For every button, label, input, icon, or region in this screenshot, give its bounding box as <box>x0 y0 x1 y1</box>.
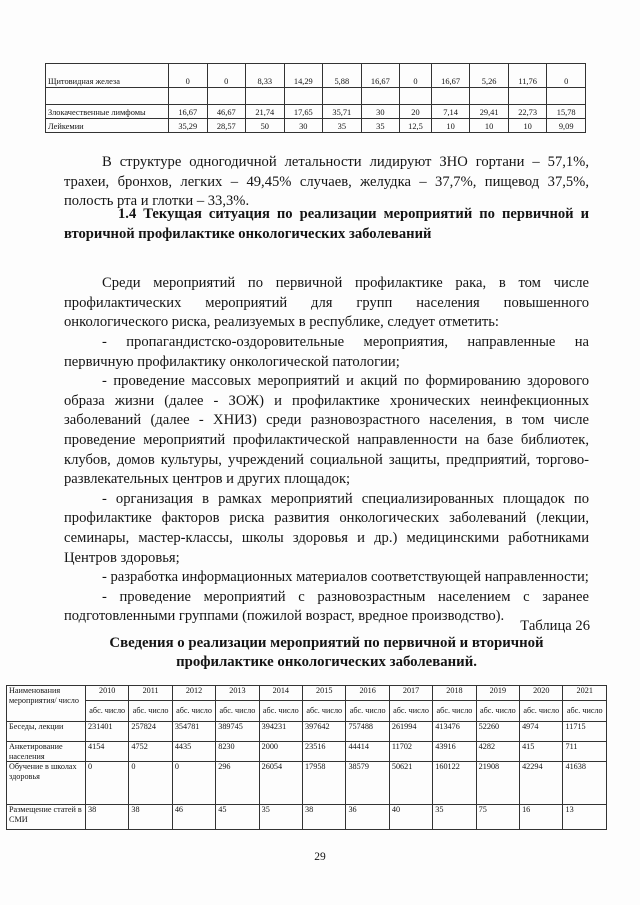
top-table-row <box>46 88 586 105</box>
bullet-item: - пропагандистско-оздоровительные мероприятия, направленные на первичную профилактику онкологической патологии; <box>64 334 589 370</box>
table-cell: 389745 <box>216 722 259 742</box>
table-cell: 257824 <box>129 722 172 742</box>
table-cell: 231401 <box>86 722 129 742</box>
table-cell: 296 <box>216 762 259 805</box>
top-table-row-label: Лейкемии <box>46 119 169 133</box>
top-table-cell: 0 <box>547 64 586 88</box>
table-cell: 354781 <box>172 722 215 742</box>
table-cell: 13 <box>563 805 607 830</box>
top-table-cell: 16,67 <box>361 64 400 88</box>
unit-header-cell: абс. число <box>563 701 607 722</box>
table-cell: 43916 <box>433 742 476 762</box>
table-cell: 397642 <box>303 722 346 742</box>
top-table-cell <box>246 88 285 105</box>
top-table-cell: 10 <box>470 119 509 133</box>
top-table-cell: 46,67 <box>207 105 246 119</box>
top-table-cell: 21,74 <box>246 105 285 119</box>
table-row-label: Размещение статей в СМИ <box>7 805 86 830</box>
paragraph-lethality: В структуре одногодичной летальности лидируют ЗНО гортани – 57,1%, трахеи, бронхов, легких – 49,45% случаев, желудка – 37,7%, пищевод 37,5%, полость рта и глотки – 33,3%. <box>64 154 589 210</box>
table-cell: 38 <box>129 805 172 830</box>
table-cell: 394231 <box>259 722 302 742</box>
top-table-cell <box>207 88 246 105</box>
unit-header-cell: абс. число <box>86 701 129 722</box>
top-table-cell: 22,73 <box>508 105 547 119</box>
table-cell: 8230 <box>216 742 259 762</box>
table-number: Таблица 26 <box>520 618 590 634</box>
table-cell: 52260 <box>476 722 519 742</box>
bullet-item: - организация в рамках мероприятий специализированных площадок по профилактике факторов риска развития онкологических заболеваний (лекции, семинары, мастер-классы, школы здоровья и др.) медицинскими работниками Центров здоровья; <box>64 490 589 566</box>
top-table-row <box>46 119 586 133</box>
table-cell: 21908 <box>476 762 519 805</box>
table-cell: 44414 <box>346 742 389 762</box>
table-cell: 4974 <box>520 722 563 742</box>
top-table-cell: 10 <box>508 119 547 133</box>
page-number: 29 <box>314 851 326 863</box>
prevention-measures-table <box>6 685 607 830</box>
top-table-cell: 5,26 <box>470 64 509 88</box>
top-table-cell: 50 <box>246 119 285 133</box>
year-header-cell: 2015 <box>303 686 346 701</box>
top-table-row-label: Щитовидная железа <box>46 64 169 88</box>
table-row <box>7 722 607 742</box>
top-table-cell: 30 <box>284 119 323 133</box>
top-table-cell <box>508 88 547 105</box>
top-table-cell <box>547 88 586 105</box>
year-header-cell: 2012 <box>172 686 215 701</box>
unit-header-cell: абс. число <box>520 701 563 722</box>
table-cell: 42294 <box>520 762 563 805</box>
top-table-cell <box>431 88 470 105</box>
top-table-cell: 35,71 <box>323 105 362 119</box>
top-table-cell: 35 <box>323 119 362 133</box>
top-table-cell: 16,67 <box>169 105 208 119</box>
table-cell: 711 <box>563 742 607 762</box>
top-table-cell: 7,14 <box>431 105 470 119</box>
top-table-cell: 0 <box>207 64 246 88</box>
table-cell: 45 <box>216 805 259 830</box>
table-cell: 413476 <box>433 722 476 742</box>
table-cell: 4154 <box>86 742 129 762</box>
top-table-cell: 17,65 <box>284 105 323 119</box>
unit-header-cell: абс. число <box>476 701 519 722</box>
bullet-item: - проведение массовых мероприятий и акций по формированию здорового образа жизни (далее - ЗОЖ) и профилактике хронических неинфекционных заболеваний (далее - ХНИЗ) среди разновозрастного населения, в том числе проведение мероприятий профилактической направленности на базе библиотек, клубов, домов культуры, учреждений социальной защиты, предприятий, торгово-развлекательных центров и других площадок; <box>64 373 589 488</box>
table-row-label: Обучение в школах здоровья <box>7 762 86 805</box>
table-cell: 46 <box>172 805 215 830</box>
table-cell: 35 <box>433 805 476 830</box>
top-table-cell: 14,29 <box>284 64 323 88</box>
table-cell: 36 <box>346 805 389 830</box>
year-header-cell: 2018 <box>433 686 476 701</box>
section-heading: 1.4 Текущая ситуация по реализации мероприятий по первичной и вторичной профилактике онкологических заболеваний <box>64 206 589 242</box>
top-table-row-label <box>46 88 169 105</box>
table-cell: 11702 <box>389 742 432 762</box>
top-table-cell: 10 <box>431 119 470 133</box>
paragraph-intro: Среди мероприятий по первичной профилактике рака, в том числе профилактических мероприятий для групп населения повышенного онкологического риска, реализуемых в республике, следует отметить: <box>64 275 589 331</box>
top-table-cell <box>323 88 362 105</box>
table-row <box>7 805 607 830</box>
top-table-cell: 11,76 <box>508 64 547 88</box>
table-cell: 17958 <box>303 762 346 805</box>
bullet-item: - проведение мероприятий с разновозрастным населением с заранее подготовленными группами (пожилой возраст, вредное производство). <box>64 588 589 625</box>
table-cell: 23516 <box>303 742 346 762</box>
table-cell: 11715 <box>563 722 607 742</box>
top-table-row-label: Злокачественные лимфомы <box>46 105 169 119</box>
top-table-cell: 35,29 <box>169 119 208 133</box>
table-cell: 38 <box>303 805 346 830</box>
table-cell: 4752 <box>129 742 172 762</box>
table-cell: 26054 <box>259 762 302 805</box>
table-row <box>7 742 607 762</box>
top-table-cell: 30 <box>361 105 400 119</box>
unit-header-cell: абс. число <box>259 701 302 722</box>
top-table-cell <box>169 88 208 105</box>
table-cell: 0 <box>172 762 215 805</box>
unit-header-cell: абс. число <box>216 701 259 722</box>
top-table-row <box>46 105 586 119</box>
table-cell: 16 <box>520 805 563 830</box>
year-header-cell: 2021 <box>563 686 607 701</box>
year-header-cell: 2016 <box>346 686 389 701</box>
year-header-cell: 2010 <box>86 686 129 701</box>
table-cell: 0 <box>86 762 129 805</box>
top-table-cell <box>470 88 509 105</box>
top-table-cell: 35 <box>361 119 400 133</box>
top-data-table <box>45 63 586 133</box>
top-table-cell <box>400 88 432 105</box>
table-cell: 40 <box>389 805 432 830</box>
year-header-cell: 2017 <box>389 686 432 701</box>
top-table-cell: 0 <box>400 64 432 88</box>
table-cell: 38579 <box>346 762 389 805</box>
table-cell: 0 <box>129 762 172 805</box>
table-title: Сведения о реализации мероприятий по первичной и вторичной профилактике онкологических заболеваний. <box>109 635 544 670</box>
unit-header-cell: абс. число <box>172 701 215 722</box>
top-table-cell: 9,09 <box>547 119 586 133</box>
bullet-item: - разработка информационных материалов соответствующей направленности; <box>102 569 589 586</box>
unit-header-cell: абс. число <box>433 701 476 722</box>
unit-header-cell: абс. число <box>389 701 432 722</box>
table-cell: 38 <box>86 805 129 830</box>
table-row-label: Анкетирование населения <box>7 742 86 762</box>
table-cell: 35 <box>259 805 302 830</box>
table-row-label: Беседы, лекции <box>7 722 86 742</box>
top-table-cell: 29,41 <box>470 105 509 119</box>
year-header-cell: 2020 <box>520 686 563 701</box>
table-cell: 160122 <box>433 762 476 805</box>
top-table-cell: 28,57 <box>207 119 246 133</box>
table-cell: 50621 <box>389 762 432 805</box>
table-cell: 415 <box>520 742 563 762</box>
bullet-list <box>64 333 589 627</box>
table-cell: 261994 <box>389 722 432 742</box>
year-header-cell: 2011 <box>129 686 172 701</box>
top-table-cell: 12,5 <box>400 119 432 133</box>
table-row <box>7 762 607 805</box>
table-cell: 2000 <box>259 742 302 762</box>
year-header-cell: 2013 <box>216 686 259 701</box>
table-cell: 4282 <box>476 742 519 762</box>
table-cell: 4435 <box>172 742 215 762</box>
top-table-cell: 5,88 <box>323 64 362 88</box>
top-table-cell <box>284 88 323 105</box>
top-table-cell: 0 <box>169 64 208 88</box>
year-header-cell: 2019 <box>476 686 519 701</box>
corner-header-cell: Наименования мероприятия/ число <box>7 686 86 722</box>
unit-header-cell: абс. число <box>346 701 389 722</box>
year-header-cell: 2014 <box>259 686 302 701</box>
unit-header-cell: абс. число <box>303 701 346 722</box>
top-table-row <box>46 64 586 88</box>
unit-header-cell: абс. число <box>129 701 172 722</box>
top-table-cell <box>361 88 400 105</box>
table-cell: 41638 <box>563 762 607 805</box>
table-cell: 75 <box>476 805 519 830</box>
top-table-cell: 8,33 <box>246 64 285 88</box>
top-table-cell: 20 <box>400 105 432 119</box>
top-table-cell: 16,67 <box>431 64 470 88</box>
top-table-cell: 15,78 <box>547 105 586 119</box>
table-cell: 757488 <box>346 722 389 742</box>
